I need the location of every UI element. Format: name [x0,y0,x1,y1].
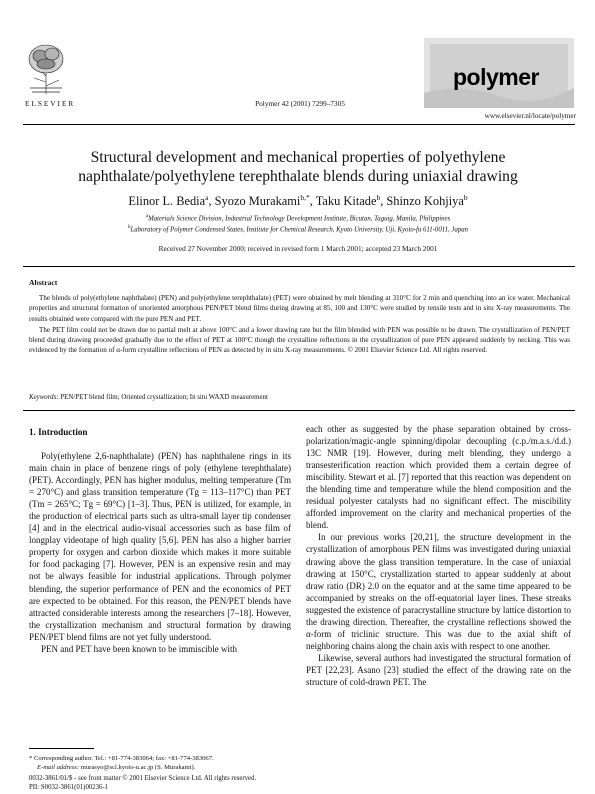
copyright-block [29,774,329,792]
body-paragraph: PEN and PET have been known to be immiscible with [41,643,238,654]
journal-name: polymer [453,64,539,90]
email-line [29,763,299,772]
abstract-paragraph: The PET film could not be drawn due to partial melt at above 100°C and a lower drawing rate but the film blended with PEN was possible to be drawn. The crystallization of PEN/PET blend during drawing proceeded gradually due to the effect of PET at 100°C though the crystalline reflections in the crystallization of pure PEN appeared suddenly by necking. This was evidenced by the formation of α-form crystalline reflections of PEN as detected by in situ X-ray measurements. © 2001 Elsevier Science Ltd. All rights reserved. [29,325,570,355]
author-separator: , [208,194,215,209]
abstract-heading: Abstract [29,278,58,287]
abstract-paragraph: The blends of poly(ethylene naphthalate) (PEN) and poly(ethylene terephthalate) (PET) were obtained by melt blending at 310°C for 2 min and quenching into an ice water. Mechanical properties and structural formation of unoriented amorphous PEN/PET blend films during drawing at 85, 100 and 130°C were studied by tensile tests and in situ X-ray measurements. The results obtained were compared with the pure PEN and PET. [29,294,570,323]
affiliation [40,225,556,233]
article-title: Structural development and mechanical properties of polyethylene naphthalate/polyethylene terephthalate blends during uniaxial drawing [78,149,518,185]
publisher-name: ELSEVIER [25,99,76,108]
elsevier-tree-logo [26,42,66,96]
author-list [40,193,556,209]
received-dates: Received 27 November 2000; received in revised form 1 March 2001; accepted 23 March 2001 [158,244,438,253]
author-name: Shinzo Kohjiya [386,194,464,209]
author-name: Taku Kitade [315,194,377,209]
journal-reference: Polymer 42 (2001) 7299–7305 [255,99,345,108]
author-name: Syozo Murakami [214,194,301,209]
footnote-divider [29,748,94,749]
header-divider [23,124,575,125]
section-heading: 1. Introduction [29,427,88,437]
body-paragraph: Likewise, several authors had investigated the structural formation of PET [22,23]. Asano [23] studied the effect of the drawing rate on the structure of cold-drawn PET. The [306,652,571,687]
body-paragraph: In our previous works [20,21], the structure development in the crystallization of amorphous PEN films was investigated during uniaxial drawing above the glass transition temperature. In the case of uniaxial drawing at 150°C, crystallization started to appear suddenly at about draw ratio (DR) 2.0 on the equator and at the same time appeared to be accompanied by streaks on the off-equatorial layer lines. These streaks suggested the existence of paracrystalline structure by lattice distortion to the drawing direction. Thereafter, the crystalline reflections showed the α-form of triclinic structure. This was due to the axial shift of neighboring chains along the chain axis with respect to one another. [306,532,571,651]
author-affiliation-mark: b [376,193,381,202]
author-affiliation-mark: a [205,193,209,202]
affiliation-mark: b [127,225,131,230]
pii-line: PII: S0032-3861(01)00236-1 [29,784,109,791]
right-column [306,423,571,688]
email-label: E-mail address: [37,764,80,771]
abstract-divider [23,410,575,411]
footnote [29,754,299,772]
body-paragraph: Poly(ethylene 2,6-naphthalate) (PEN) has naphthalene rings in its main chain in place of benzene rings of poly (ethylene terephthalate) (PET). Accordingly, PEN has higher modulus, melting temperature (Tm = 270°C) and glass transition temperature (Tg = 113–117°C) than PET (Tm = 265°C; Tg = 69°C) [1–3]. Thus, PEN is utilized, for example, in the production of electrical parts such as ultra-small layer tip condenser [4] and in the electrical audio-visual accessories such as base film of longplay videotape of high quality [5,6]. PEN has also a higher barrier property for oxygen and carbon dioxide which makes it more suitable for food packaging [7]. However, PEN is an expensive resin and may not be always feasible for industrial applications. Through polymer blending, the superior performance of PEN and the economics of PET are expected to be obtained. For this reason, the PEN/PET blends have attracted considerable interests among the researchers [7–18]. However, the crystallization mechanism and structural formation by drawing PEN/PET blend films are not yet fully understood. [29,451,291,642]
keywords-line [29,394,570,401]
keywords-text: PEN/PET blend film; Oriented crystallization; In situ WAXD measurement [60,394,268,401]
author-name: Elinor L. Bedia [128,194,206,209]
author-separator: , [309,194,316,209]
affiliation-mark: a [145,214,149,219]
keywords-label: Keywords: [29,394,59,401]
copyright-line: 0032-3861/01/$ - see front matter © 2001 Elsevier Science Ltd. All rights reserved. [29,775,257,782]
left-column [29,450,291,655]
journal-website-link[interactable]: www.elsevier.nl/locate/polymer [484,112,576,120]
affiliation-text: Materials Science Division, Industrial Technology Development Institute, Bicutan, Taguig, Manila, Philippines [148,215,451,223]
corresponding-author-note: * Corresponding author. Tel.: +81-774-383064; fax: +81-774-383067. [29,755,214,762]
abstract-body [29,293,570,356]
title-divider [23,266,575,267]
affiliation-text: Laboratory of Polymer Condensed States, Institute for Chemical Research, Kyoto University, Uji, Kyoto-fu 611-0011, Japan [130,226,469,234]
author-affiliation-mark: b [463,193,468,202]
body-paragraph: each other as suggested by the phase separation obtained by cross-polarization/magic-angle spinning/dipolar decoupling (c.p./m.a.s./d.d.) 13C NMR [19]. However, during melt blending, they undergo a transesterification reaction which provided them a certain degree of miscibility. Stewart et al. [7] reported that this reaction was dependent on the blending time and temperature while the blend composition and the residual polyester catalysts had no significant effect. The miscibility afforded improvement on the clarity and mechanical properties of the blend. [306,424,571,531]
affiliation [40,214,556,222]
author-affiliation-mark: b,* [300,193,310,202]
author-separator: , [380,194,387,209]
email-address-link[interactable]: murasyo@scl.kyoto-u.ac.jp (S. Murakami). [80,764,196,771]
